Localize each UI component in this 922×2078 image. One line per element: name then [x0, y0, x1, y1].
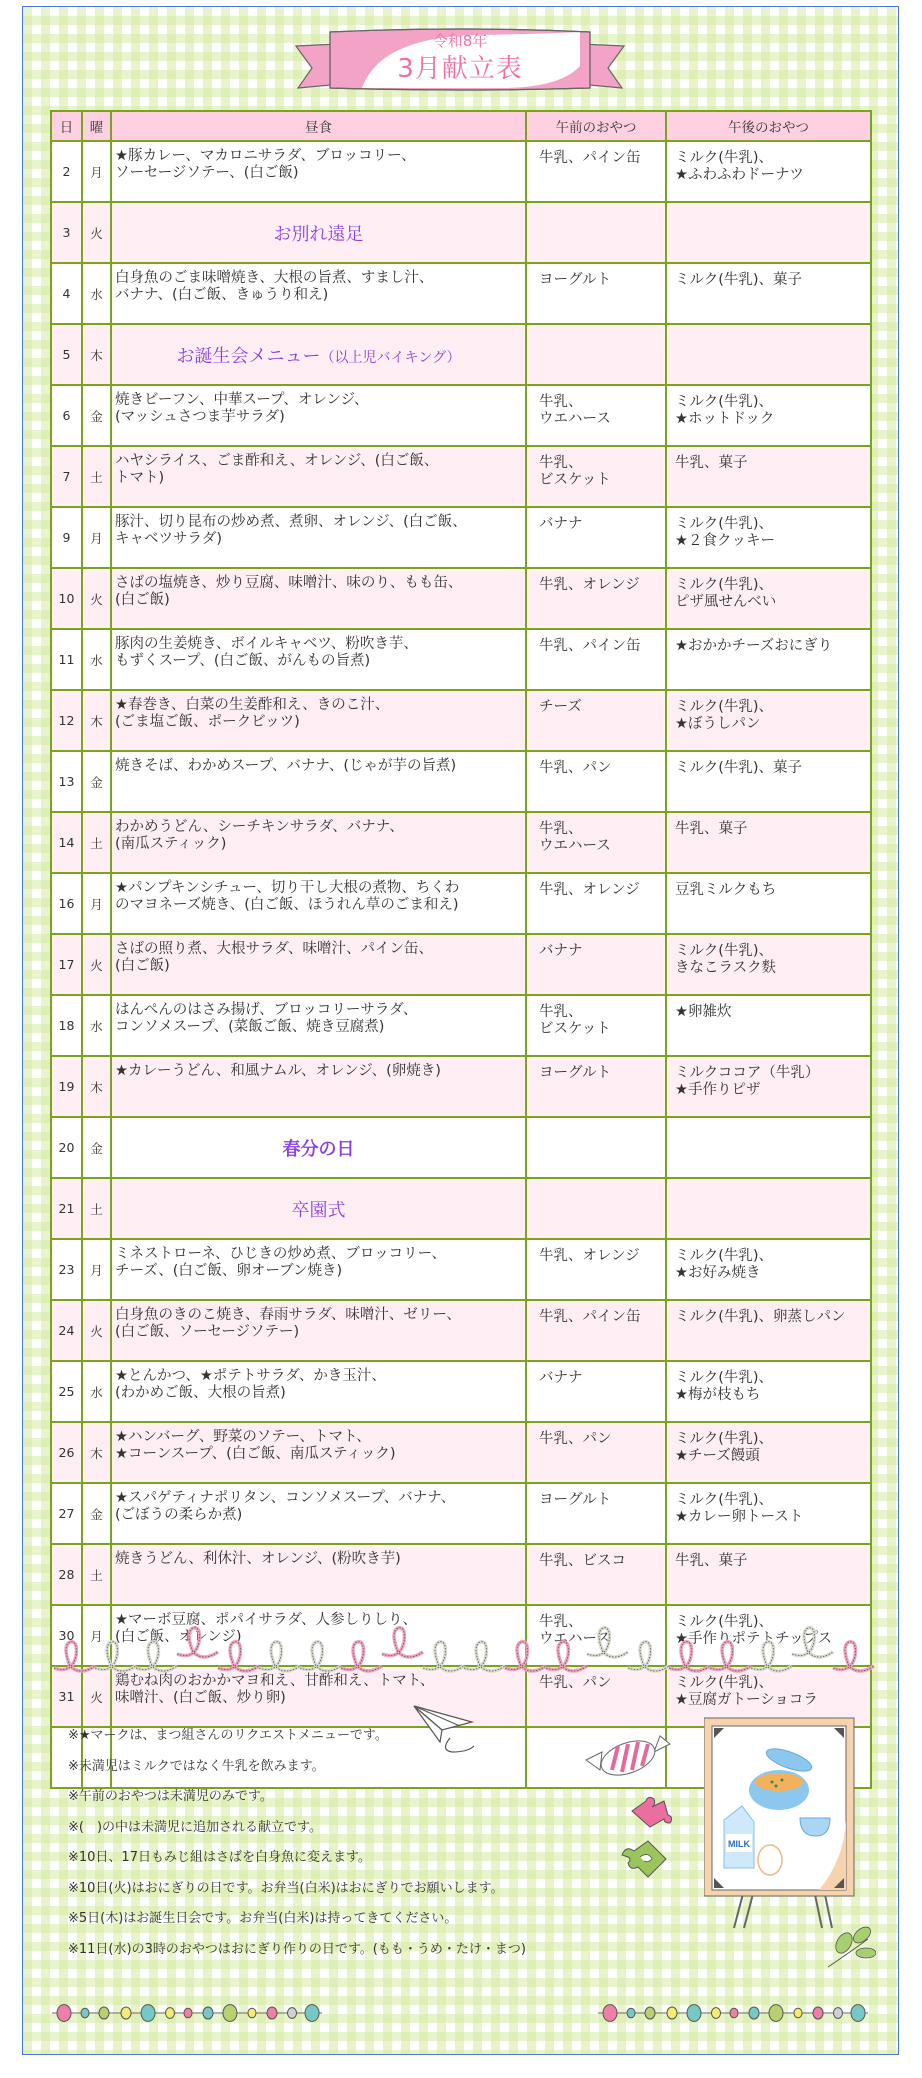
weekday-cell: 水	[82, 629, 111, 690]
morning-snack-line: バナナ	[539, 1370, 583, 1386]
note-item: ※( )の中は未満児に追加される献立です。	[68, 1819, 322, 1835]
day-cell: 26	[51, 1422, 82, 1483]
morning-snack-cell	[526, 1300, 666, 1361]
lunch-line: (ごぼうの柔らか煮)	[115, 1507, 243, 1523]
day-cell: 16	[51, 873, 82, 934]
note-item: ※11日(水)の3時のおやつはおにぎり作りの日です。(もも・うめ・たけ・まつ)	[68, 1941, 526, 1957]
morning-snack-line: ウエハース	[539, 411, 611, 427]
table-row	[51, 1300, 871, 1361]
morning-snack-line: チーズ	[539, 699, 582, 715]
lunch-cell	[111, 568, 526, 629]
lunch-line: (白ご飯)	[115, 958, 170, 974]
morning-snack-line: 牛乳、パン	[539, 1675, 612, 1691]
afternoon-snack-line: ★手作りピザ	[675, 1082, 761, 1098]
day-cell: 23	[51, 1239, 82, 1300]
afternoon-snack-line: 豆乳ミルクもち	[675, 882, 777, 898]
candy-icon	[578, 1730, 678, 1790]
lunch-line: わかめうどん、シーチキンサラダ、バナナ、	[115, 819, 404, 835]
day-cell: 13	[51, 751, 82, 812]
morning-snack-cell	[526, 263, 666, 324]
day-cell: 3	[51, 202, 82, 263]
morning-snack-line: 牛乳、	[539, 394, 583, 410]
morning-snack-cell	[526, 1544, 666, 1605]
afternoon-snack-line: ミルク(牛乳)、卵蒸しパン	[675, 1309, 846, 1325]
morning-snack-cell	[526, 629, 666, 690]
table-row	[51, 1239, 871, 1300]
lunch-cell	[111, 1239, 526, 1300]
header-lunch: 昼食	[111, 111, 526, 141]
lunch-line: ★とんかつ、★ポテトサラダ、かき玉汁、	[115, 1368, 386, 1384]
weekday-cell: 木	[82, 690, 111, 751]
afternoon-snack-line: ミルク(牛乳)、	[675, 699, 774, 715]
afternoon-snack-cell	[666, 1117, 871, 1178]
page-title: 3月献立表	[397, 54, 523, 84]
lunch-cell	[111, 690, 526, 751]
afternoon-snack-line: ミルク(牛乳)、	[675, 394, 774, 410]
afternoon-snack-line: ★手作りポテトチップス	[675, 1631, 832, 1647]
weekday-cell: 月	[82, 1605, 111, 1666]
event-label: お誕生会メニュー	[176, 345, 321, 367]
event-cell	[111, 1117, 526, 1178]
afternoon-snack-cell	[666, 446, 871, 507]
weekday-cell: 火	[82, 202, 111, 263]
lunch-line: バナナ、(白ご飯、きゅうり和え)	[115, 287, 329, 303]
lunch-line: 焼きビーフン、中華スープ、オレンジ、	[115, 392, 369, 408]
table-row	[51, 385, 871, 446]
header-morning-snack: 午前のおやつ	[526, 111, 666, 141]
lunch-line: 味噌汁、(白ご飯、炒り卵)	[115, 1690, 286, 1706]
afternoon-snack-line: ピザ風せんべい	[675, 594, 777, 610]
lunch-line: ★カレーうどん、和風ナムル、オレンジ、(卵焼き)	[115, 1063, 441, 1079]
day-cell: 17	[51, 934, 82, 995]
afternoon-snack-cell	[666, 1056, 871, 1117]
lunch-line: ハヤシライス、ごま酢和え、オレンジ、(白ご飯、	[115, 453, 439, 469]
afternoon-snack-cell	[666, 1239, 871, 1300]
weekday-cell: 金	[82, 1483, 111, 1544]
header-day: 日	[51, 111, 82, 141]
afternoon-snack-line: 牛乳、菓子	[675, 455, 748, 471]
morning-snack-line: 牛乳、オレンジ	[539, 577, 640, 593]
lunch-cell	[111, 1544, 526, 1605]
easel-picture-icon	[704, 1710, 864, 1940]
morning-snack-line: バナナ	[539, 516, 583, 532]
afternoon-snack-line: 牛乳、菓子	[675, 1553, 748, 1569]
afternoon-snack-cell	[666, 1422, 871, 1483]
event-cell	[111, 202, 526, 263]
lunch-cell	[111, 1361, 526, 1422]
event-cell	[111, 1178, 526, 1239]
lunch-line: さばの塩焼き、炒り豆腐、味噌汁、味のり、もも缶、	[115, 575, 463, 591]
weekday-cell: 火	[82, 934, 111, 995]
afternoon-snack-cell	[666, 812, 871, 873]
note-item: ※午前のおやつは未満児のみです。	[68, 1789, 273, 1804]
afternoon-snack-line: ★卵雑炊	[675, 1004, 732, 1020]
lunch-line: (マッシュさつま芋サラダ)	[115, 409, 285, 425]
morning-snack-cell	[526, 1422, 666, 1483]
afternoon-snack-cell	[666, 934, 871, 995]
note-item: ※5日(木)はお誕生日会です。お弁当(白米)は持ってきてください。	[68, 1911, 458, 1926]
note-item: ※未満児はミルクではなく牛乳を飲みます。	[68, 1758, 325, 1774]
day-cell: 10	[51, 568, 82, 629]
bead-string-icon	[598, 2000, 868, 2026]
table-row	[51, 446, 871, 507]
afternoon-snack-cell	[666, 690, 871, 751]
note-item: ※10日(火)はおにぎりの日です。お弁当(白米)はおにぎりでお願いします。	[68, 1880, 504, 1896]
table-row	[51, 507, 871, 568]
table-row	[51, 934, 871, 995]
morning-snack-line: 牛乳、	[539, 1004, 583, 1020]
weekday-cell: 金	[82, 751, 111, 812]
table-row	[51, 1117, 871, 1178]
lunch-line: ソーセージソテー、(白ご飯)	[115, 165, 299, 181]
morning-snack-cell	[526, 324, 666, 385]
morning-snack-line: 牛乳、	[539, 1614, 583, 1630]
afternoon-snack-cell	[666, 324, 871, 385]
day-cell: 12	[51, 690, 82, 751]
morning-snack-line: 牛乳、パイン缶	[539, 1309, 641, 1325]
afternoon-snack-cell	[666, 568, 871, 629]
lunch-line: (白ご飯)	[115, 592, 170, 608]
weekday-cell: 月	[82, 507, 111, 568]
morning-snack-cell	[526, 995, 666, 1056]
lunch-line: 焼きそば、わかめスープ、バナナ、(じゃが芋の旨煮)	[115, 758, 457, 774]
note-item: ※★マークは、まつ組さんのリクエストメニューです。	[68, 1728, 388, 1743]
day-cell: 9	[51, 507, 82, 568]
lunch-line: トマト)	[115, 470, 165, 486]
lunch-line: 豚汁、切り昆布の炒め煮、煮卵、オレンジ、(白ご飯、	[115, 514, 467, 530]
lunch-line: (白ご飯、オレンジ)	[115, 1629, 242, 1645]
morning-snack-line: 牛乳、	[539, 821, 583, 837]
morning-snack-line: 牛乳、パイン缶	[539, 638, 641, 654]
morning-snack-line: 牛乳、	[539, 455, 583, 471]
menu-body	[51, 141, 871, 1788]
morning-snack-cell	[526, 751, 666, 812]
morning-snack-cell	[526, 1361, 666, 1422]
lunch-cell	[111, 995, 526, 1056]
morning-snack-line: ビスケット	[539, 1021, 611, 1037]
lunch-line: ★コーンスープ、(白ご飯、南瓜スティック)	[115, 1446, 396, 1462]
paper-plane-icon	[412, 1702, 492, 1762]
morning-snack-line: 牛乳、オレンジ	[539, 1248, 640, 1264]
morning-snack-cell	[526, 934, 666, 995]
lunch-cell	[111, 263, 526, 324]
afternoon-snack-line: ミルク(牛乳)、	[675, 1614, 774, 1630]
morning-snack-cell	[526, 873, 666, 934]
weekday-cell: 土	[82, 446, 111, 507]
lunch-line: もずくスープ、(白ご飯、がんもの旨煮)	[115, 653, 371, 669]
day-cell: 20	[51, 1117, 82, 1178]
event-label: 卒園式	[291, 1199, 346, 1221]
morning-snack-line: ウエハース	[539, 838, 611, 854]
day-cell: 31	[51, 1666, 82, 1727]
morning-snack-cell	[526, 568, 666, 629]
afternoon-snack-line: ★梅が枝もち	[675, 1387, 761, 1403]
afternoon-snack-line: ミルク(牛乳)、	[675, 1370, 774, 1386]
lunch-cell	[111, 1422, 526, 1483]
lunch-line: ★マーボ豆腐、ポパイサラダ、人参しりしり、	[115, 1612, 417, 1628]
lunch-line: さばの照り煮、大根サラダ、味噌汁、パイン缶、	[115, 941, 433, 957]
table-row	[51, 324, 871, 385]
lunch-line: (ごま塩ご飯、ポークビッツ)	[115, 714, 300, 730]
morning-snack-line: 牛乳、オレンジ	[539, 882, 640, 898]
afternoon-snack-cell	[666, 1361, 871, 1422]
afternoon-snack-line: ★お好み焼き	[675, 1265, 761, 1281]
afternoon-snack-line: ミルク(牛乳)、	[675, 150, 774, 166]
header-weekday: 曜	[82, 111, 111, 141]
afternoon-snack-line: ★カレー卵トースト	[675, 1509, 804, 1525]
lunch-cell	[111, 385, 526, 446]
lunch-line: はんぺんのはさみ揚げ、ブロッコリーサラダ、	[115, 1002, 418, 1018]
morning-snack-cell	[526, 690, 666, 751]
lunch-cell	[111, 507, 526, 568]
table-row	[51, 1056, 871, 1117]
afternoon-snack-line: ★おかかチーズおにぎり	[675, 638, 833, 654]
table-row	[51, 629, 871, 690]
day-cell: 18	[51, 995, 82, 1056]
afternoon-snack-line: ミルク(牛乳)、	[675, 1492, 774, 1508]
morning-snack-line: バナナ	[539, 943, 583, 959]
weekday-cell: 金	[82, 385, 111, 446]
morning-snack-cell	[526, 507, 666, 568]
table-row	[51, 263, 871, 324]
weekday-cell: 金	[82, 1117, 111, 1178]
day-cell: 11	[51, 629, 82, 690]
afternoon-snack-line: 牛乳、菓子	[675, 821, 748, 837]
lunch-cell	[111, 1300, 526, 1361]
bead-string-icon	[52, 2000, 322, 2026]
table-row	[51, 1178, 871, 1239]
afternoon-snack-line: ミルク(牛乳)、菓子	[675, 272, 803, 288]
table-header-row	[51, 111, 871, 141]
lunch-cell	[111, 1483, 526, 1544]
table-row	[51, 751, 871, 812]
weekday-cell: 木	[82, 1056, 111, 1117]
morning-snack-cell	[526, 141, 666, 202]
lunch-line: キャベツサラダ)	[115, 531, 223, 547]
morning-snack-cell	[526, 1239, 666, 1300]
afternoon-snack-line: ★２食クッキー	[675, 533, 775, 549]
afternoon-snack-line: きなこラスク麩	[675, 960, 777, 976]
table-row	[51, 1544, 871, 1605]
table-row	[51, 141, 871, 202]
lunch-line: 白身魚のごま味噌焼き、大根の旨煮、すまし汁、	[115, 270, 434, 286]
notes-list	[68, 1726, 526, 1970]
afternoon-snack-cell	[666, 629, 871, 690]
afternoon-snack-line: ★チーズ饅頭	[675, 1448, 760, 1464]
lunch-cell	[111, 629, 526, 690]
svg-text:MILK: MILK	[728, 1839, 750, 1849]
weekday-cell: 木	[82, 324, 111, 385]
afternoon-snack-cell	[666, 995, 871, 1056]
afternoon-snack-line: ★ぼうしパン	[675, 716, 761, 732]
day-cell: 4	[51, 263, 82, 324]
morning-snack-cell	[526, 1178, 666, 1239]
afternoon-snack-cell	[666, 263, 871, 324]
morning-snack-cell	[526, 446, 666, 507]
note-item: ※10日、17日もみじ組はさばを白身魚に変えます。	[68, 1850, 371, 1865]
weekday-cell: 土	[82, 812, 111, 873]
afternoon-snack-line: ★豆腐ガトーショコラ	[675, 1692, 818, 1708]
lunch-cell	[111, 1056, 526, 1117]
afternoon-snack-line: ミルク(牛乳)、	[675, 1248, 774, 1264]
table-row	[51, 1422, 871, 1483]
table-row	[51, 1483, 871, 1544]
weekday-cell: 土	[82, 1178, 111, 1239]
morning-snack-cell	[526, 202, 666, 263]
afternoon-snack-line: ミルク(牛乳)、	[675, 577, 774, 593]
day-cell: 5	[51, 324, 82, 385]
afternoon-snack-cell	[666, 202, 871, 263]
afternoon-snack-cell	[666, 1544, 871, 1605]
lunch-line: のマヨネーズ焼き、(白ご飯、ほうれん草のごま和え)	[115, 897, 459, 913]
day-cell: 30	[51, 1605, 82, 1666]
afternoon-snack-cell	[666, 1178, 871, 1239]
morning-snack-line: 牛乳、ビスコ	[539, 1553, 626, 1569]
morning-snack-line: ヨーグルト	[539, 272, 612, 288]
lunch-line: 白身魚のきのこ焼き、春雨サラダ、味噌汁、ゼリー、	[115, 1307, 461, 1323]
table-row	[51, 690, 871, 751]
morning-snack-line: ヨーグルト	[539, 1492, 612, 1508]
table-row	[51, 873, 871, 934]
morning-snack-line: ビスケット	[539, 472, 611, 488]
day-cell: 6	[51, 385, 82, 446]
table-row	[51, 1361, 871, 1422]
weekday-cell: 木	[82, 1422, 111, 1483]
afternoon-snack-line: ミルク(牛乳)、	[675, 516, 774, 532]
puzzle-piece-icon	[618, 1835, 673, 1885]
afternoon-snack-line: ミルク(牛乳)、	[675, 1431, 774, 1447]
weekday-cell: 水	[82, 995, 111, 1056]
day-cell: 27	[51, 1483, 82, 1544]
morning-snack-line: 牛乳、パイン缶	[539, 150, 641, 166]
menu-table	[50, 110, 872, 1789]
day-cell: 21	[51, 1178, 82, 1239]
lunch-cell	[111, 812, 526, 873]
morning-snack-cell	[526, 1483, 666, 1544]
afternoon-snack-cell	[666, 751, 871, 812]
lunch-cell	[111, 873, 526, 934]
lunch-line: ★豚カレー、マカロニサラダ、ブロッコリー、	[115, 148, 416, 164]
day-cell: 19	[51, 1056, 82, 1117]
lunch-cell	[111, 141, 526, 202]
afternoon-snack-cell	[666, 507, 871, 568]
lunch-line: ★ハンバーグ、野菜のソテー、トマト、	[115, 1429, 371, 1445]
weekday-cell: 火	[82, 1666, 111, 1727]
weekday-cell: 火	[82, 1300, 111, 1361]
table-row	[51, 995, 871, 1056]
morning-snack-line: ウエハース	[539, 1631, 611, 1647]
title-banner	[290, 18, 630, 96]
afternoon-snack-line: ★ふわふわドーナツ	[675, 167, 804, 183]
morning-snack-line: 牛乳、パン	[539, 1431, 612, 1447]
afternoon-snack-cell	[666, 141, 871, 202]
lunch-line: チーズ、(白ご飯、卵オーブン焼き)	[115, 1263, 343, 1279]
day-cell: 7	[51, 446, 82, 507]
lunch-line: ★スパゲティナポリタン、コンソメスープ、バナナ、	[115, 1490, 456, 1506]
lunch-line: コンソメスープ、(菜飯ご飯、焼き豆腐煮)	[115, 1019, 385, 1035]
leaf-sprig-icon	[826, 1925, 876, 1970]
lunch-cell	[111, 934, 526, 995]
lunch-cell	[111, 446, 526, 507]
weekday-cell: 火	[82, 568, 111, 629]
afternoon-snack-cell	[666, 873, 871, 934]
afternoon-snack-line: ★ホットドック	[675, 411, 775, 427]
day-cell: 2	[51, 141, 82, 202]
weekday-cell: 月	[82, 1239, 111, 1300]
lunch-line: 焼きうどん、利休汁、オレンジ、(粉吹き芋)	[115, 1551, 401, 1567]
morning-snack-cell	[526, 812, 666, 873]
table-row	[51, 568, 871, 629]
afternoon-snack-line: ミルク(牛乳)、菓子	[675, 760, 803, 776]
header-afternoon-snack: 午後のおやつ	[666, 111, 871, 141]
lunch-line: ★春巻き、白菜の生姜酢和え、きのこ汁、	[115, 697, 390, 713]
lunch-line: 豚肉の生姜焼き、ボイルキャベツ、粉吹き芋、	[115, 636, 418, 652]
title-year: 令和8年	[432, 32, 488, 50]
day-cell: 14	[51, 812, 82, 873]
weekday-cell: 水	[82, 263, 111, 324]
morning-snack-cell	[526, 1056, 666, 1117]
weekday-cell: 土	[82, 1544, 111, 1605]
lunch-cell	[111, 751, 526, 812]
table-row	[51, 812, 871, 873]
weekday-cell: 月	[82, 141, 111, 202]
lunch-line: 鶏むね肉のおかかマヨ和え、甘酢和え、トマト、	[115, 1673, 435, 1689]
lunch-line: (白ご飯、ソーセージソテー)	[115, 1324, 300, 1340]
puzzle-piece-icon	[628, 1793, 678, 1833]
event-label: お別れ遠足	[273, 223, 364, 245]
weekday-cell: 水	[82, 1361, 111, 1422]
lunch-line: (南瓜スティック)	[115, 836, 227, 852]
afternoon-snack-line: ミルクココア（牛乳）	[675, 1065, 820, 1081]
morning-snack-cell	[526, 1117, 666, 1178]
day-cell: 24	[51, 1300, 82, 1361]
event-note: （以上児バイキング）	[320, 349, 461, 366]
day-cell: 28	[51, 1544, 82, 1605]
morning-snack-line: 牛乳、パン	[539, 760, 612, 776]
event-label: 春分の日	[282, 1138, 355, 1160]
afternoon-snack-cell	[666, 385, 871, 446]
afternoon-snack-line: ミルク(牛乳)、	[675, 943, 774, 959]
afternoon-snack-cell	[666, 1300, 871, 1361]
afternoon-snack-cell	[666, 1483, 871, 1544]
weekday-cell: 月	[82, 873, 111, 934]
garland-icon	[44, 1622, 884, 1682]
lunch-line: ミネストローネ、ひじきの炒め煮、ブロッコリー、	[115, 1246, 447, 1262]
afternoon-snack-line: ミルク(牛乳)、	[675, 1675, 774, 1691]
table-row	[51, 202, 871, 263]
day-cell: 25	[51, 1361, 82, 1422]
lunch-line: ★パンプキンシチュー、切り干し大根の煮物、ちくわ	[115, 880, 460, 896]
morning-snack-cell	[526, 385, 666, 446]
morning-snack-line: ヨーグルト	[539, 1065, 612, 1081]
lunch-line: (わかめご飯、大根の旨煮)	[115, 1385, 286, 1401]
event-cell	[111, 324, 526, 385]
